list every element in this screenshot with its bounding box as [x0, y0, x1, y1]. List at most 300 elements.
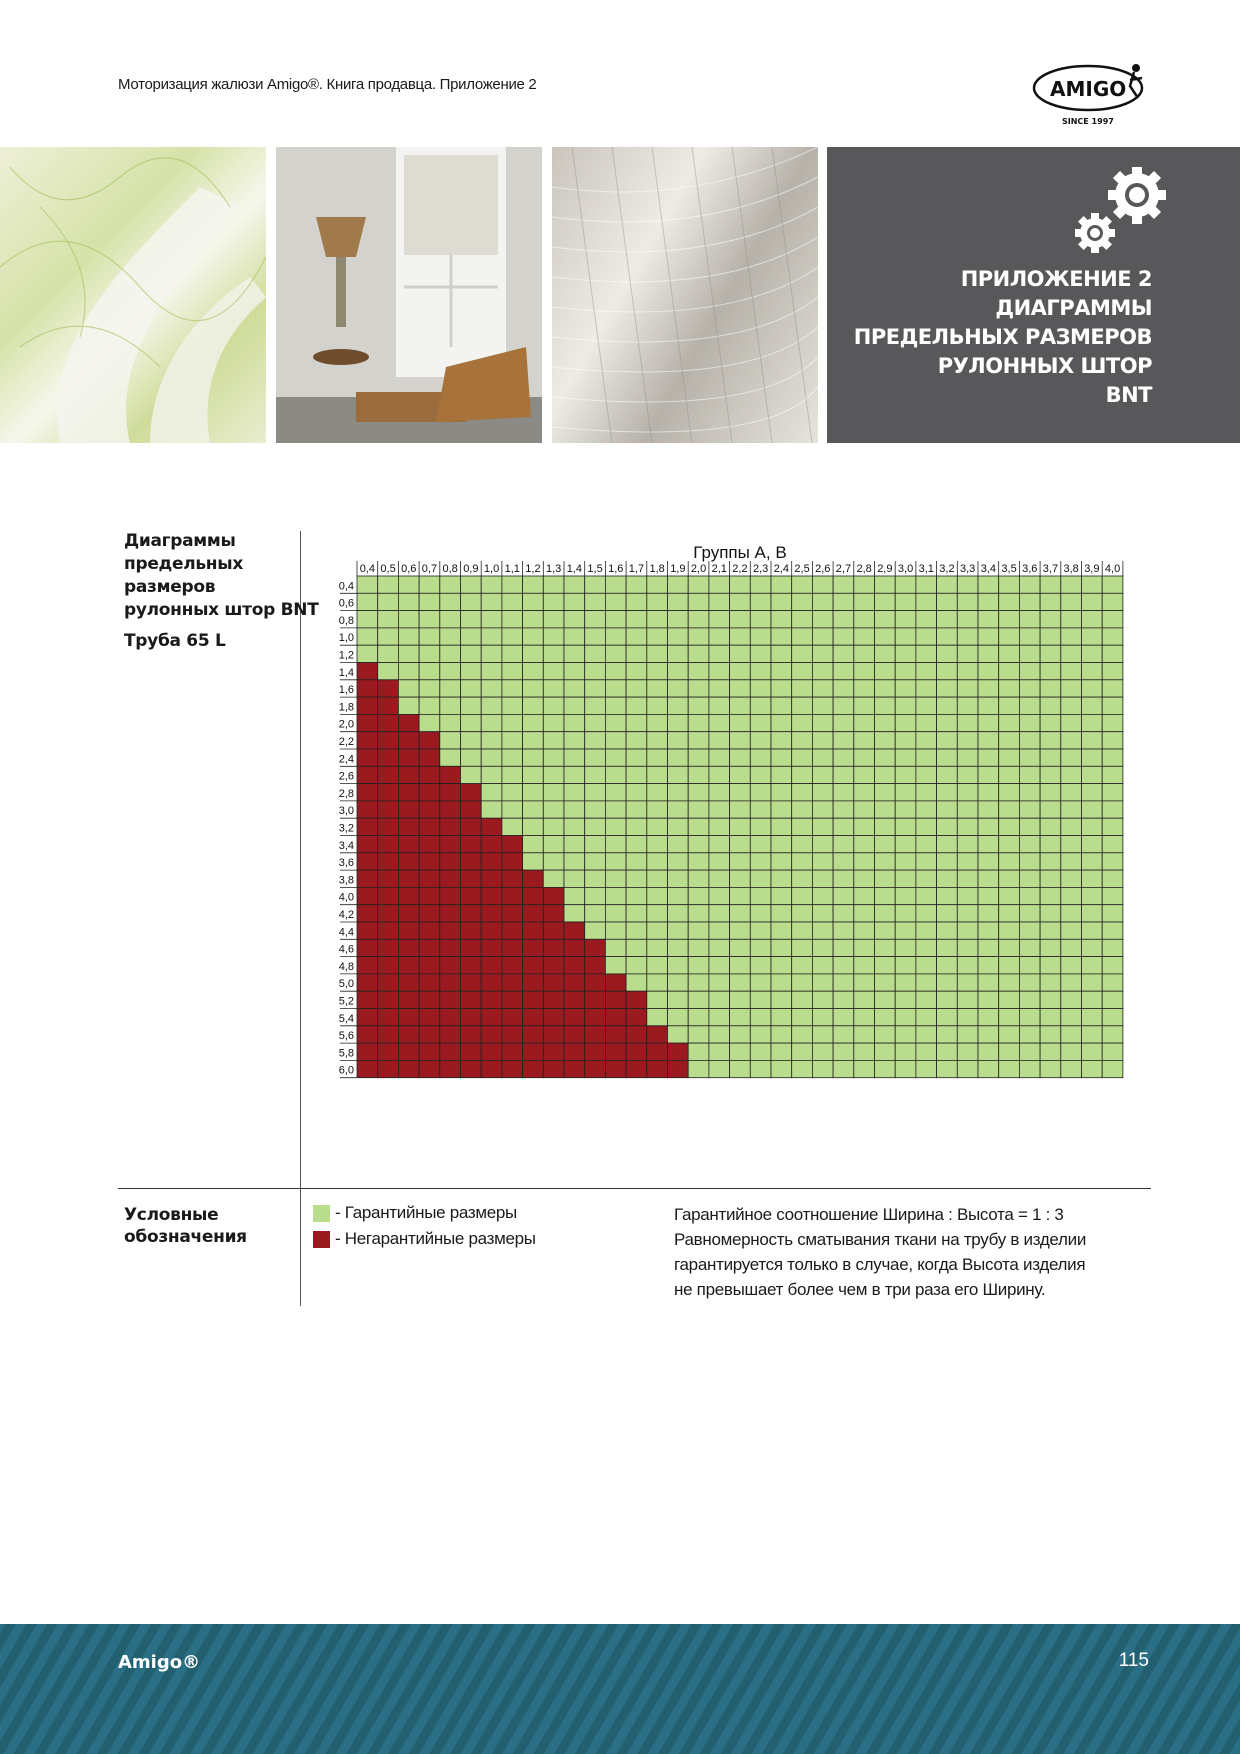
grid-cell	[1102, 905, 1123, 922]
grid-cell	[398, 957, 419, 974]
grid-cell	[812, 1009, 833, 1026]
grid-cell	[916, 991, 937, 1008]
grid-cell	[792, 749, 813, 766]
grid-cell	[461, 1060, 482, 1077]
grid-cell	[1061, 1009, 1082, 1026]
grid-cell	[812, 957, 833, 974]
grid-cell	[440, 1043, 461, 1060]
grid-cell	[398, 836, 419, 853]
grid-cell	[1061, 853, 1082, 870]
grid-cell	[1040, 766, 1061, 783]
grid-cell	[440, 593, 461, 610]
grid-cell	[730, 922, 751, 939]
grid-cell	[709, 922, 730, 939]
grid-cell	[833, 784, 854, 801]
grid-cell	[771, 887, 792, 904]
grid-cell	[1061, 836, 1082, 853]
grid-cell	[605, 1009, 626, 1026]
grid-cell	[792, 836, 813, 853]
grid-cell	[440, 887, 461, 904]
grid-cell	[1082, 836, 1103, 853]
grid-cell	[523, 680, 544, 697]
grid-cell	[564, 593, 585, 610]
grid-cell	[398, 801, 419, 818]
grid-cell	[875, 1060, 896, 1077]
grid-cell	[419, 663, 440, 680]
grid-cell	[440, 836, 461, 853]
legend-item-not-guaranteed	[313, 1229, 536, 1249]
grid-cell	[1061, 663, 1082, 680]
grid-cell	[419, 611, 440, 628]
grid-cell	[792, 939, 813, 956]
grid-cell	[398, 749, 419, 766]
grid-cell	[461, 611, 482, 628]
grid-cell	[564, 887, 585, 904]
grid-cell	[564, 974, 585, 991]
ratio-note	[674, 1202, 1086, 1302]
grid-cell	[585, 939, 606, 956]
grid-cell	[398, 576, 419, 593]
grid-cell	[523, 836, 544, 853]
grid-cell	[771, 576, 792, 593]
grid-cell	[957, 801, 978, 818]
grid-cell	[854, 784, 875, 801]
grid-cell	[481, 836, 502, 853]
grid-cell	[398, 766, 419, 783]
grid-cell	[523, 870, 544, 887]
grid-cell	[1019, 870, 1040, 887]
grid-cell	[543, 818, 564, 835]
grid-cell	[440, 922, 461, 939]
grid-cell	[999, 732, 1020, 749]
grid-cell	[440, 645, 461, 662]
grid-cell	[605, 1026, 626, 1043]
grid-cell	[585, 1026, 606, 1043]
grid-cell	[585, 576, 606, 593]
x-tick-label: 3,0	[897, 563, 914, 575]
amigo-logo	[1030, 58, 1155, 130]
fabric-photo-green	[0, 147, 266, 443]
grid-cell	[895, 939, 916, 956]
x-tick-label: 0,4	[359, 563, 375, 575]
grid-cell	[957, 1043, 978, 1060]
grid-cell	[523, 974, 544, 991]
grid-cell	[647, 766, 668, 783]
grid-cell	[668, 939, 689, 956]
grid-cell	[398, 628, 419, 645]
grid-cell	[1040, 628, 1061, 645]
grid-cell	[461, 1009, 482, 1026]
grid-cell	[668, 714, 689, 731]
grid-cell	[481, 887, 502, 904]
x-tick-label: 3,9	[1084, 563, 1100, 575]
grid-cell	[481, 749, 502, 766]
grid-cell	[647, 870, 668, 887]
grid-cell	[709, 870, 730, 887]
grid-cell	[771, 905, 792, 922]
gears-icon	[1067, 167, 1177, 257]
grid-cell	[626, 853, 647, 870]
grid-cell	[440, 766, 461, 783]
grid-cell	[378, 680, 399, 697]
grid-cell	[378, 870, 399, 887]
grid-cell	[1082, 714, 1103, 731]
y-tick-label: 3,2	[338, 822, 354, 835]
grid-cell	[709, 749, 730, 766]
grid-cell	[978, 1043, 999, 1060]
logo-since: SINCE 1997	[1062, 117, 1114, 126]
grid-cell	[1061, 957, 1082, 974]
grid-cell	[564, 663, 585, 680]
x-tick-label: 0,5	[380, 563, 396, 575]
grid-cell	[481, 714, 502, 731]
grid-cell	[792, 663, 813, 680]
y-tick-label: 1,4	[338, 666, 354, 679]
grid-cell	[605, 870, 626, 887]
grid-cell	[647, 593, 668, 610]
note-line: Гарантийное соотношение Ширина : Высота = 1 : 3	[674, 1205, 1064, 1224]
grid-cell	[688, 905, 709, 922]
grid-cell	[543, 611, 564, 628]
grid-cell	[378, 905, 399, 922]
grid-cell	[357, 1026, 378, 1043]
grid-cell	[916, 766, 937, 783]
grid-cell	[688, 732, 709, 749]
grid-cell	[750, 853, 771, 870]
grid-cell	[626, 870, 647, 887]
grid-cell	[543, 853, 564, 870]
grid-cell	[833, 887, 854, 904]
grid-cell	[1040, 836, 1061, 853]
grid-cell	[709, 628, 730, 645]
grid-cell	[502, 922, 523, 939]
grid-cell	[1019, 1026, 1040, 1043]
grid-cell	[854, 905, 875, 922]
grid-cell	[688, 922, 709, 939]
grid-cell	[378, 974, 399, 991]
grid-cell	[605, 645, 626, 662]
grid-cell	[688, 784, 709, 801]
grid-cell	[978, 801, 999, 818]
grid-cell	[957, 766, 978, 783]
grid-cell	[668, 991, 689, 1008]
grid-cell	[875, 593, 896, 610]
grid-cell	[812, 922, 833, 939]
grid-cell	[709, 663, 730, 680]
grid-cell	[750, 836, 771, 853]
grid-cell	[895, 749, 916, 766]
grid-cell	[605, 1060, 626, 1077]
grid-cell	[999, 818, 1020, 835]
grid-cell	[937, 766, 958, 783]
grid-cell	[999, 922, 1020, 939]
grid-cell	[398, 1009, 419, 1026]
grid-cell	[1019, 939, 1040, 956]
grid-cell	[1040, 887, 1061, 904]
grid-cell	[957, 974, 978, 991]
grid-cell	[957, 818, 978, 835]
grid-cell	[792, 645, 813, 662]
grid-cell	[626, 922, 647, 939]
grid-cell	[585, 628, 606, 645]
grid-cell	[688, 611, 709, 628]
grid-cell	[647, 922, 668, 939]
grid-cell	[668, 974, 689, 991]
grid-cell	[1019, 1009, 1040, 1026]
grid-cell	[502, 784, 523, 801]
grid-cell	[688, 957, 709, 974]
grid-cell	[937, 1026, 958, 1043]
grid-cell	[916, 732, 937, 749]
grid-cell	[895, 836, 916, 853]
grid-cell	[502, 836, 523, 853]
grid-cell	[750, 887, 771, 904]
grid-cell	[461, 784, 482, 801]
grid-cell	[564, 853, 585, 870]
grid-cell	[1061, 732, 1082, 749]
x-tick-label: 1,7	[628, 563, 645, 575]
grid-cell	[937, 784, 958, 801]
grid-cell	[688, 991, 709, 1008]
grid-cell	[440, 628, 461, 645]
grid-cell	[1102, 714, 1123, 731]
grid-cell	[647, 957, 668, 974]
grid-cell	[854, 957, 875, 974]
grid-cell	[833, 818, 854, 835]
grid-cell	[357, 697, 378, 714]
grid-cell	[543, 801, 564, 818]
grid-cell	[398, 680, 419, 697]
grid-cell	[605, 905, 626, 922]
grid-cell	[357, 957, 378, 974]
grid-cell	[709, 1026, 730, 1043]
grid-cell	[481, 680, 502, 697]
grid-cell	[916, 645, 937, 662]
grid-cell	[1102, 749, 1123, 766]
grid-cell	[419, 887, 440, 904]
grid-cell	[999, 697, 1020, 714]
grid-cell	[875, 732, 896, 749]
grid-cell	[771, 853, 792, 870]
legend-title-line: обозначения	[124, 1227, 247, 1247]
grid-cell	[771, 957, 792, 974]
grid-cell	[812, 818, 833, 835]
grid-cell	[875, 939, 896, 956]
grid-cell	[771, 628, 792, 645]
grid-cell	[419, 1060, 440, 1077]
grid-cell	[1082, 957, 1103, 974]
grid-cell	[957, 836, 978, 853]
grid-cell	[647, 645, 668, 662]
grid-cell	[750, 593, 771, 610]
y-tick-label: 4,4	[338, 926, 354, 939]
grid-cell	[1040, 1026, 1061, 1043]
grid-cell	[626, 1060, 647, 1077]
grid-cell	[419, 645, 440, 662]
grid-cell	[978, 749, 999, 766]
legend-label: - Негарантийные размеры	[335, 1229, 536, 1248]
grid-cell	[812, 645, 833, 662]
grid-cell	[999, 628, 1020, 645]
x-tick-label: 4,0	[1104, 563, 1121, 575]
grid-cell	[854, 593, 875, 610]
grid-cell	[937, 939, 958, 956]
grid-cell	[585, 732, 606, 749]
grid-cell	[812, 836, 833, 853]
grid-cell	[1019, 991, 1040, 1008]
grid-cell	[419, 836, 440, 853]
grid-cell	[585, 1043, 606, 1060]
grid-cell	[398, 991, 419, 1008]
grid-cell	[357, 1043, 378, 1060]
grid-cell	[771, 663, 792, 680]
grid-cell	[792, 732, 813, 749]
grid-cell	[481, 593, 502, 610]
grid-cell	[481, 732, 502, 749]
grid-cell	[440, 939, 461, 956]
grid-cell	[709, 680, 730, 697]
grid-cell	[1019, 922, 1040, 939]
grid-cell	[937, 905, 958, 922]
grid-cell	[1040, 645, 1061, 662]
fabric-photo-mesh	[552, 147, 818, 443]
grid-cell	[978, 818, 999, 835]
grid-cell	[999, 680, 1020, 697]
grid-cell	[875, 628, 896, 645]
x-tick-label: 3,7	[1042, 563, 1059, 575]
grid-cell	[668, 697, 689, 714]
grid-cell	[1082, 1043, 1103, 1060]
grid-cell	[523, 905, 544, 922]
grid-cell	[792, 1009, 813, 1026]
grid-cell	[419, 801, 440, 818]
grid-cell	[523, 801, 544, 818]
grid-cell	[398, 732, 419, 749]
grid-cell	[378, 922, 399, 939]
grid-cell	[461, 870, 482, 887]
grid-cell	[875, 957, 896, 974]
grid-cell	[812, 749, 833, 766]
grid-cell	[461, 697, 482, 714]
grid-cell	[626, 697, 647, 714]
y-tick-label: 2,2	[338, 736, 354, 748]
grid-cell	[833, 749, 854, 766]
grid-cell	[605, 974, 626, 991]
grid-cell	[999, 991, 1020, 1008]
grid-cell	[543, 974, 564, 991]
x-tick-label: 3,6	[1022, 563, 1038, 575]
grid-cell	[978, 784, 999, 801]
grid-cell	[398, 818, 419, 835]
grid-cell	[668, 1060, 689, 1077]
grid-cell	[461, 905, 482, 922]
legend-swatch-green	[313, 1205, 330, 1222]
grid-cell	[730, 1043, 751, 1060]
grid-cell	[916, 887, 937, 904]
grid-cell	[833, 905, 854, 922]
grid-cell	[626, 749, 647, 766]
grid-cell	[647, 801, 668, 818]
grid-cell	[709, 576, 730, 593]
grid-cell	[605, 732, 626, 749]
grid-cell	[605, 939, 626, 956]
grid-cell	[895, 766, 916, 783]
grid-cell	[668, 887, 689, 904]
grid-cell	[585, 870, 606, 887]
grid-cell	[668, 801, 689, 818]
grid-cell	[957, 593, 978, 610]
grid-cell	[999, 1009, 1020, 1026]
grid-cell	[1019, 749, 1040, 766]
grid-cell	[357, 663, 378, 680]
grid-cell	[357, 784, 378, 801]
grid-cell	[957, 991, 978, 1008]
grid-cell	[771, 766, 792, 783]
grid-cell	[564, 1043, 585, 1060]
title-line: ПРЕДЕЛЬНЫХ РАЗМЕРОВ	[853, 325, 1152, 349]
grid-cell	[957, 1060, 978, 1077]
grid-cell	[730, 887, 751, 904]
grid-cell	[792, 680, 813, 697]
grid-cell	[833, 697, 854, 714]
grid-cell	[647, 905, 668, 922]
grid-cell	[812, 593, 833, 610]
grid-cell	[647, 749, 668, 766]
grid-cell	[523, 749, 544, 766]
grid-cell	[419, 628, 440, 645]
grid-cell	[398, 645, 419, 662]
grid-cell	[605, 922, 626, 939]
x-tick-label: 2,2	[732, 563, 748, 575]
grid-cell	[688, 887, 709, 904]
grid-cell	[502, 801, 523, 818]
grid-cell	[854, 1026, 875, 1043]
grid-cell	[916, 1060, 937, 1077]
grid-cell	[378, 576, 399, 593]
grid-cell	[1040, 663, 1061, 680]
grid-cell	[1102, 628, 1123, 645]
grid-cell	[999, 905, 1020, 922]
grid-cell	[481, 1060, 502, 1077]
x-tick-label: 3,3	[960, 563, 976, 575]
grid-cell	[523, 576, 544, 593]
grid-cell	[502, 576, 523, 593]
grid-cell	[875, 836, 896, 853]
grid-cell	[668, 922, 689, 939]
grid-cell	[398, 905, 419, 922]
grid-cell	[957, 853, 978, 870]
grid-cell	[668, 1043, 689, 1060]
grid-cell	[585, 663, 606, 680]
grid-cell	[999, 1060, 1020, 1077]
grid-cell	[378, 749, 399, 766]
grid-cell	[461, 628, 482, 645]
grid-cell	[730, 628, 751, 645]
grid-cell	[398, 1026, 419, 1043]
grid-cell	[357, 749, 378, 766]
grid-cell	[481, 991, 502, 1008]
grid-cell	[895, 801, 916, 818]
grid-cell	[647, 1043, 668, 1060]
grid-cell	[564, 611, 585, 628]
grid-cell	[978, 645, 999, 662]
grid-cell	[461, 749, 482, 766]
grid-cell	[854, 922, 875, 939]
grid-cell	[1040, 939, 1061, 956]
grid-cell	[812, 714, 833, 731]
grid-cell	[543, 766, 564, 783]
grid-cell	[688, 939, 709, 956]
